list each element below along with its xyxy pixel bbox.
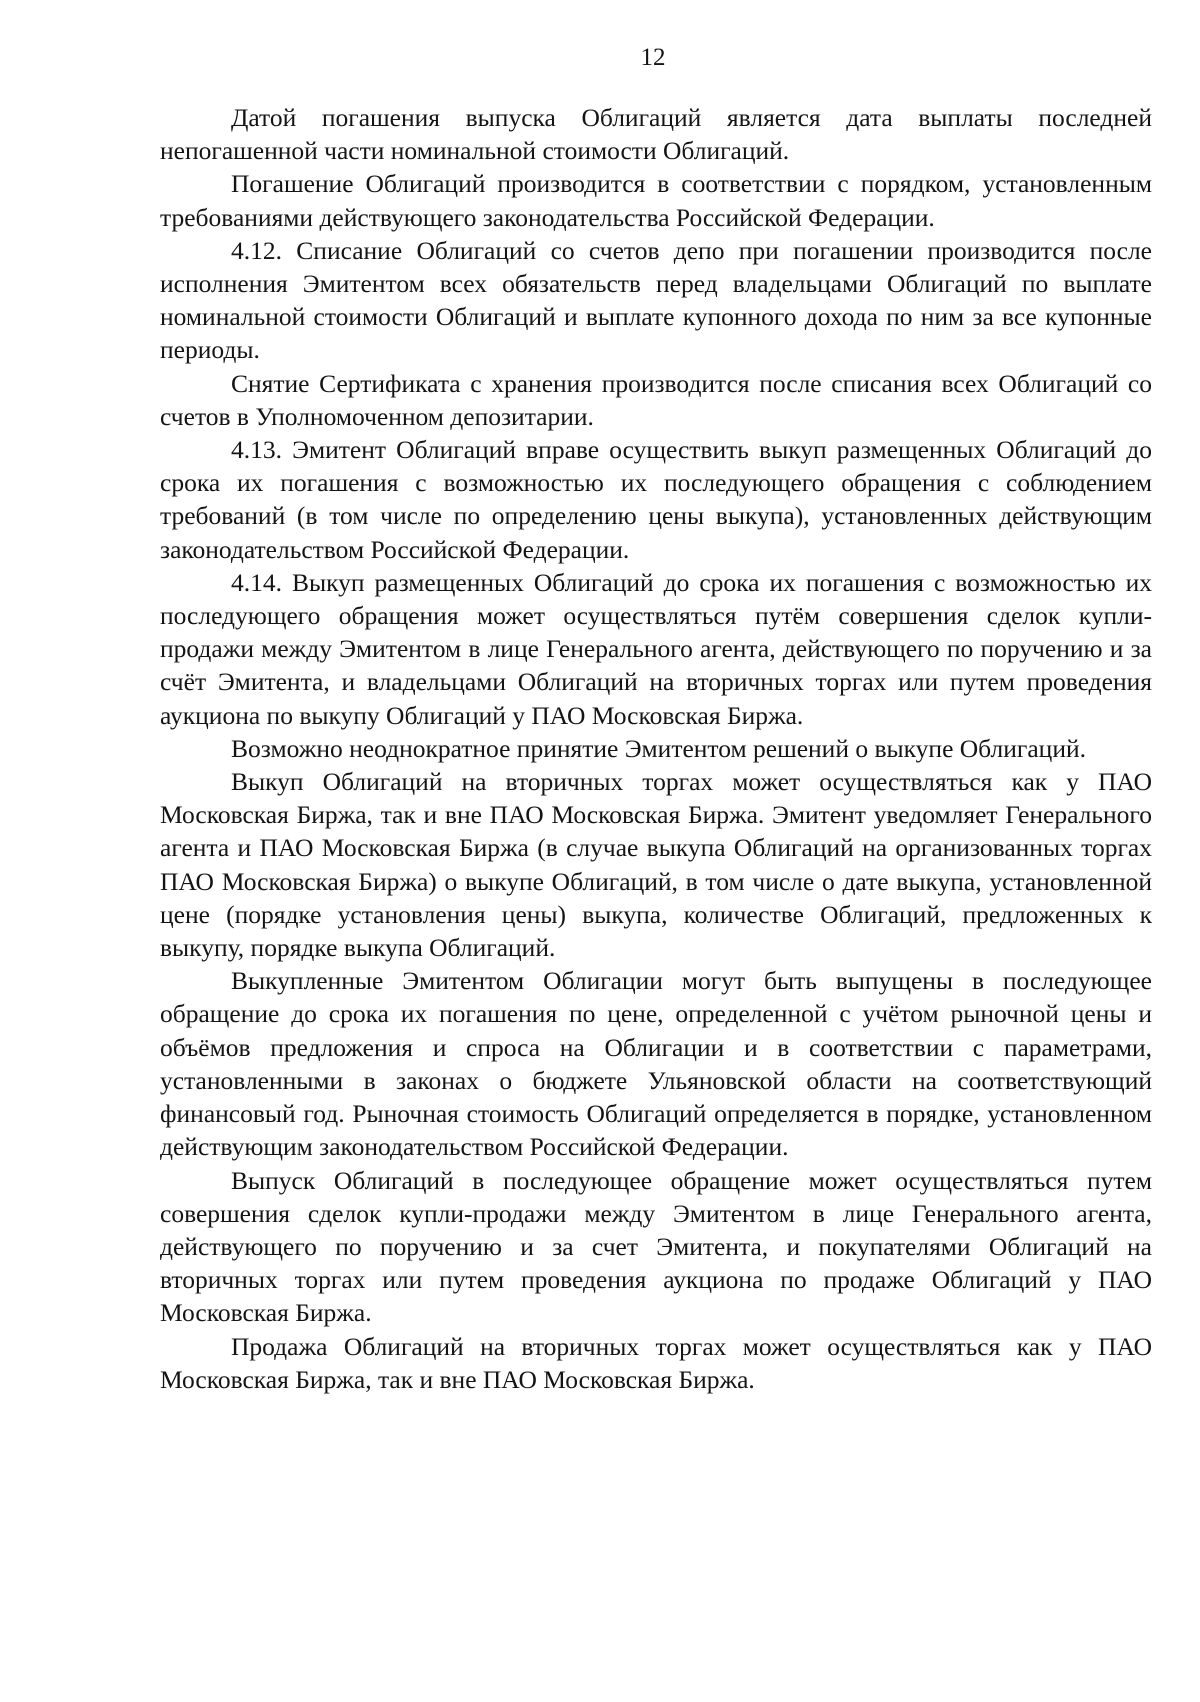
paragraph-secondary-buyback: Выкуп Облигаций на вторичных торгах может осуществляться как у ПАО Московская Биржа, так и вне ПАО Московская Биржа. Эмитент уведомляет Генерального агента и ПАО Московская Биржа (в случае выкупа Облигаций на организованных торгах ПАО Московская Биржа) о выкупе Облигаций, в том числе о дате выкупа, установленной цене (порядке установления цены) выкупа, количестве Облигаций, предложенных к выкупу, порядке выкупа Облигаций. bbox=[160, 767, 1152, 963]
paragraph-4-13: 4.13. Эмитент Облигаций вправе осуществить выкуп размещенных Облигаций до срока их погашения с возможностью их последующего обращения с соблюдением требований (в том числе по определению цены выкупа), установленных действующим законодательством Российской Федерации. bbox=[160, 435, 1152, 564]
paragraph-redemption-date: Датой погашения выпуска Облигаций является дата выплаты последней непогашенной части номинальной стоимости Облигаций. bbox=[160, 103, 1152, 166]
paragraph-redemption-procedure: Погашение Облигаций производится в соответствии с порядком, установленным требованиями действующего законодательства Российской Федерации. bbox=[160, 169, 1152, 232]
paragraph-4-14: 4.14. Выкуп размещенных Облигаций до срока их погашения с возможностью их последующего обращения может осуществляться путём совершения сделок купли-продажи между Эмитентом в лице Генерального агента, действующего по поручению и за счёт Эмитента, и владельцами Облигаций на вторичных торгах или путем проведения аукциона по выкупу Облигаций у ПАО Московская Биржа. bbox=[160, 567, 1152, 730]
paragraph-reissue-method: Выпуск Облигаций в последующее обращение может осуществляться путем совершения сделок купли-продажи между Эмитентом в лице Генерального агента, действующего по поручению и за счет Эмитента, и покупателями Облигаций на вторичных торгах или путем проведения аукциона по продаже Облигаций у ПАО Московская Биржа. bbox=[160, 1165, 1152, 1328]
paragraph-repeated-buyback: Возможно неоднократное принятие Эмитентом решений о выкупе Облигаций. bbox=[231, 733, 1086, 763]
document-body bbox=[160, 101, 1152, 1396]
paragraph-secondary-sale: Продажа Облигаций на вторичных торгах может осуществляться как у ПАО Московская Биржа, так и вне ПАО Московская Биржа. bbox=[160, 1331, 1152, 1394]
paragraph-certificate-removal: Снятие Сертификата с хранения производится после списания всех Облигаций со счетов в Уполномоченном депозитарии. bbox=[160, 368, 1152, 431]
paragraph-4-12: 4.12. Списание Облигаций со счетов депо при погашении производится после исполнения Эмитентом всех обязательств перед владельцами Облигаций по выплате номинальной стоимости Облигаций и выплате купонного дохода по ним за все купонные периоды. bbox=[160, 235, 1152, 365]
paragraph-reissue: Выкупленные Эмитентом Облигации могут быть выпущены в последующее обращение до срока их погашения по цене, определенной с учётом рыночной цены и объёмов предложения и спроса на Облигации и в соответствии с параметрами, установленными в законах о бюджете Ульяновской области на соответствующий финансовый год. Рыночная стоимость Облигаций определяется в порядке, установленном действующим законодательством Российской Федерации. bbox=[160, 966, 1152, 1162]
page-number: 12 bbox=[640, 44, 666, 71]
